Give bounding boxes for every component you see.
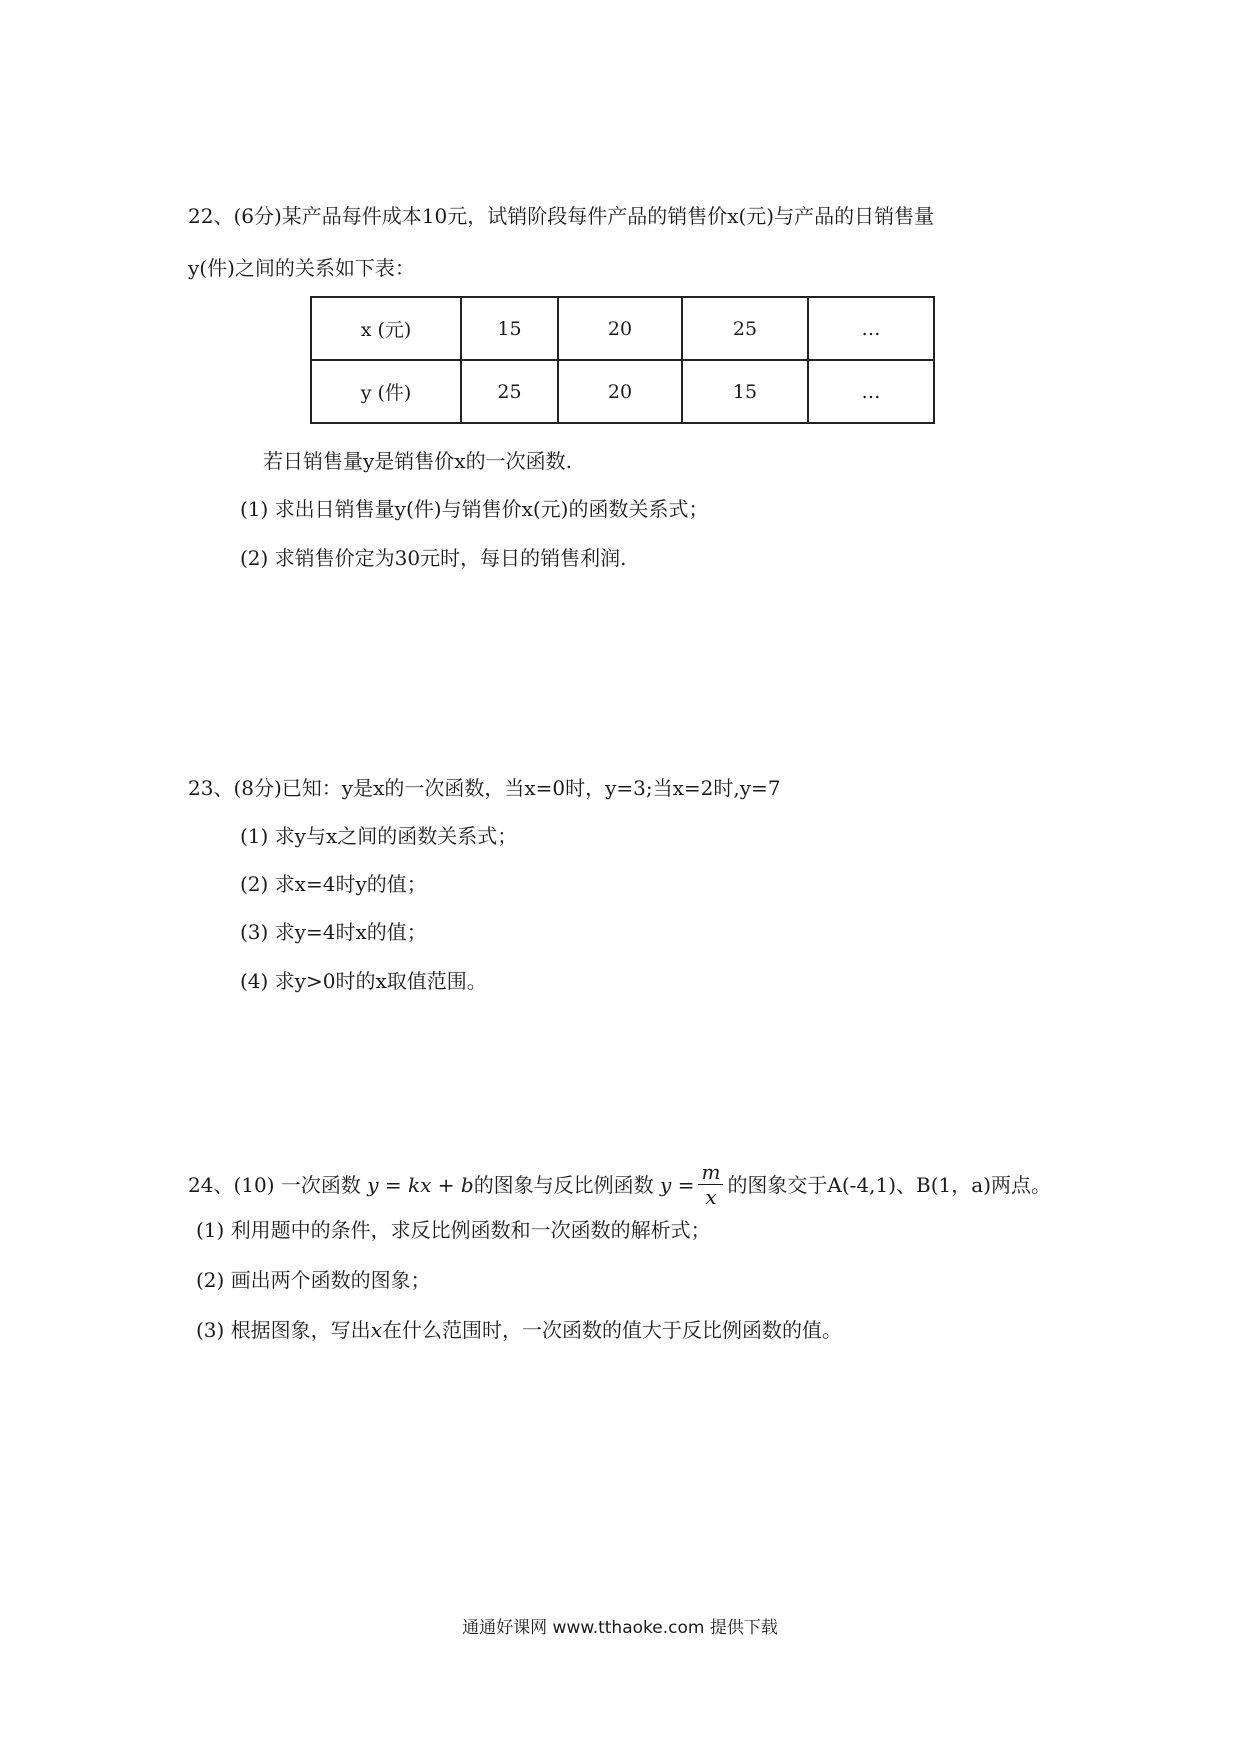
variable-x: x (370, 1318, 382, 1342)
q24-item-2: (2) 画出两个函数的图象； (196, 1268, 431, 1292)
q22-title: 22、(6分)某产品每件成本10元，试销阶段每件产品的销售价x(元)与产品的日销售量 (188, 204, 935, 228)
q24-title-part-a: 24、(10) 一次函数 (188, 1173, 361, 1197)
table-cell: 25 (461, 360, 558, 423)
q24-title (188, 1160, 1052, 1209)
q23-title: 23、(8分)已知：y是x的一次函数，当x=0时，y=3;当x=2时,y=7 (188, 776, 781, 800)
inverse-function-fraction (698, 1162, 723, 1207)
fraction-denominator: x (705, 1185, 717, 1209)
q24-item-1: (1) 利用题中的条件，求反比例函数和一次函数的解析式； (196, 1218, 711, 1242)
table-cell: 15 (461, 297, 558, 360)
q24-item-3 (196, 1320, 842, 1340)
q23-item-1: (1) 求y与x之间的函数关系式； (240, 824, 518, 848)
q24-title-part-c: 的图象交于A(-4,1)、B(1，a)两点。 (727, 1173, 1052, 1197)
q23-item-3: (3) 求y=4时x的值； (240, 920, 427, 944)
table-cell: … (808, 297, 934, 360)
q24-item-3-part-a: (3) 根据图象，写出 (196, 1318, 371, 1342)
table-row (311, 297, 934, 360)
linear-function-formula: y = kx + b (367, 1173, 474, 1197)
q23-item-4: (4) 求y>0时的x取值范围。 (240, 969, 487, 993)
q22-item-2: (2) 求销售价定为30元时，每日的销售利润. (240, 546, 627, 570)
q24-item-3-part-b: 在什么范围时，一次函数的值大于反比例函数的值。 (381, 1318, 842, 1342)
table-header-y: y (件) (311, 360, 461, 423)
q22-note: 若日销售量y是销售价x的一次函数. (263, 449, 572, 473)
table-cell: 20 (558, 297, 682, 360)
fraction-numerator: m (698, 1162, 723, 1185)
table-header-x: x (元) (311, 297, 461, 360)
price-sales-table (310, 296, 935, 424)
table-row (311, 360, 934, 423)
table-cell: 15 (682, 360, 808, 423)
q23-item-2: (2) 求x=4时y的值； (240, 872, 427, 896)
table-cell: 25 (682, 297, 808, 360)
q22-item-1: (1) 求出日销售量y(件)与销售价x(元)的函数关系式； (240, 497, 709, 521)
q24-title-part-b: 的图象与反比例函数 (473, 1173, 654, 1197)
inverse-function-lhs: y = (660, 1173, 695, 1197)
table-cell: … (808, 360, 934, 423)
q22-title-continuation: y(件)之间的关系如下表： (188, 256, 415, 280)
page-footer: 通通好课网 www.tthaoke.com 提供下载 (462, 1618, 778, 1638)
table-cell: 20 (558, 360, 682, 423)
